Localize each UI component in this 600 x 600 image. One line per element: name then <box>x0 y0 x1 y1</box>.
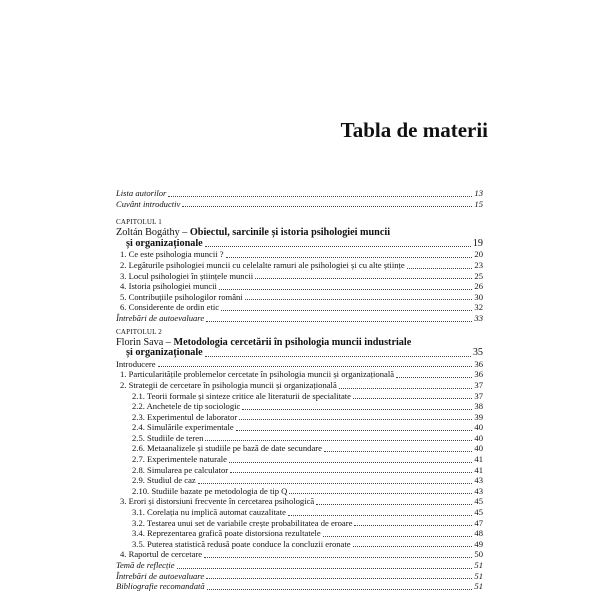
toc-entry-label: 2.2. Anchetele de tip sociologic <box>132 401 241 412</box>
toc-entry[interactable] <box>116 292 483 303</box>
toc-entry-page: 51 <box>474 560 483 570</box>
toc-entry-label: 2.6. Metaanalizele și studiile pe bază de date secundare <box>132 443 322 454</box>
toc-entry-page: 51 <box>474 581 483 592</box>
toc-entry[interactable] <box>116 199 483 210</box>
toc-entry[interactable] <box>116 249 483 260</box>
leader-dots <box>168 196 472 197</box>
toc-entry-page: 37 <box>474 379 483 390</box>
toc-entry-page: 23 <box>474 259 483 270</box>
toc-entry-label: 5. Contribuțiile psihologilor români <box>120 291 243 302</box>
toc-entry-page: 30 <box>474 291 483 302</box>
leader-dots <box>245 299 473 300</box>
toc-entry[interactable] <box>116 391 483 402</box>
toc-entry-page: 13 <box>474 188 483 198</box>
leader-dots <box>289 493 472 494</box>
table-of-contents <box>116 188 483 592</box>
toc-entry[interactable] <box>116 571 483 582</box>
leader-dots <box>407 268 473 269</box>
chapter-title-cont: și organizaționale <box>126 348 203 359</box>
toc-entry-label: 3.4. Reprezentarea grafică poate distorsiona rezultatele <box>132 528 321 539</box>
toc-entry-page: 51 <box>474 570 483 581</box>
toc-entry-label: 2.8. Simularea pe calculator <box>132 464 229 475</box>
toc-entry[interactable] <box>116 271 483 282</box>
leader-dots <box>204 557 472 558</box>
toc-entry-label: 3.1. Corelația nu implică automat cauzalitate <box>132 507 286 518</box>
toc-entry-label: 6. Considerente de ordin etic <box>120 302 220 313</box>
leader-dots <box>353 546 473 547</box>
toc-entry-page: 37 <box>474 390 483 401</box>
toc-entry[interactable] <box>116 443 483 454</box>
leader-dots <box>219 289 472 290</box>
toc-entry-page: 40 <box>474 443 483 454</box>
leader-dots <box>205 246 471 247</box>
leader-dots <box>396 377 472 378</box>
toc-entry-label: 1. Ce este psihologia muncii ? <box>120 249 224 260</box>
toc-entry-label: Bibliografie recomandată <box>116 581 205 592</box>
toc-entry-page: 38 <box>474 401 483 412</box>
toc-entry-label: Temă de reflecție <box>116 560 175 570</box>
leader-dots <box>230 472 472 473</box>
toc-entry-page: 40 <box>474 432 483 443</box>
chapter-author: Zoltán Bogáthy – <box>116 227 190 239</box>
toc-entry-page: 20 <box>474 249 483 260</box>
toc-entry[interactable] <box>116 549 483 560</box>
chapter-label: CAPITOLUL 1 <box>116 218 162 227</box>
toc-entry-page: 41 <box>474 464 483 475</box>
toc-entry-page: 43 <box>474 485 483 496</box>
toc-entry-label: Introducere <box>116 358 156 369</box>
toc-entry-page: 19 <box>472 237 483 249</box>
toc-entry-label: Lista autorilor <box>116 188 167 198</box>
toc-entry[interactable] <box>116 507 483 518</box>
toc-entry-label: 3.2. Testarea unui set de variabile crește probabilitatea de eroare <box>132 517 353 528</box>
toc-entry[interactable] <box>116 433 483 444</box>
toc-entry-label: 3.5. Puterea statistică redusă poate conduce la concluzii eronate <box>132 538 351 549</box>
leader-dots <box>288 515 472 516</box>
leader-dots <box>354 525 472 526</box>
toc-entry[interactable] <box>116 369 483 380</box>
chapter-label: CAPITOLUL 2 <box>116 327 162 336</box>
leader-dots <box>205 356 471 357</box>
toc-entry-label: Întrebări de autoevaluare <box>116 312 205 323</box>
leader-dots <box>229 462 472 463</box>
toc-entry-page: 50 <box>474 549 483 560</box>
toc-entry-label: 2.10. Studiile bazate pe metodologia de tip Q <box>132 485 288 496</box>
chapter-heading-line2[interactable] <box>116 348 483 359</box>
leader-dots <box>198 483 473 484</box>
toc-entry-page: 45 <box>474 507 483 518</box>
toc-entry-label: 2.3. Experimentul de laborator <box>132 411 238 422</box>
toc-entry-label: 2.5. Studiile de teren <box>132 432 204 443</box>
toc-entry-page: 35 <box>472 347 483 359</box>
leader-dots <box>242 409 472 410</box>
toc-entry[interactable] <box>116 528 483 539</box>
leader-dots <box>236 430 473 431</box>
toc-entry[interactable] <box>116 454 483 465</box>
toc-entry-page: 25 <box>474 270 483 281</box>
leader-dots <box>226 257 473 258</box>
chapter-title: Obiectul, sarcinile și istoria psihologiei muncii <box>189 227 391 239</box>
toc-entry-page: 47 <box>474 517 483 528</box>
toc-entry[interactable] <box>116 281 483 292</box>
toc-entry-label: 2. Strategii de cercetare în psihologia muncii și organizațională <box>120 379 337 390</box>
chapter-author: Florin Sava – <box>116 336 174 348</box>
leader-dots <box>177 568 473 569</box>
chapter-heading[interactable] <box>116 337 483 349</box>
toc-entry[interactable] <box>116 401 483 412</box>
leader-dots <box>324 451 472 452</box>
toc-entry[interactable] <box>116 260 483 271</box>
leader-dots <box>205 440 472 441</box>
toc-entry-page: 48 <box>474 528 483 539</box>
toc-entry[interactable] <box>116 359 483 370</box>
toc-entry-label: 1. Particularitățile problemelor cercetate în psihologia muncii și organizațională <box>120 369 395 380</box>
leader-dots <box>158 366 473 367</box>
toc-entry-label: 2.9. Studiul de caz <box>132 475 196 486</box>
toc-entry[interactable] <box>116 302 483 313</box>
chapter-heading-line2[interactable] <box>116 239 483 250</box>
toc-entry-page: 33 <box>474 312 483 323</box>
toc-entry-page: 15 <box>474 198 483 209</box>
toc-entry-page: 39 <box>474 411 483 422</box>
chapter-title-cont: și organizaționale <box>126 238 203 249</box>
leader-dots <box>206 321 472 322</box>
toc-entry-label: Cuvânt introductiv <box>116 198 181 209</box>
toc-entry[interactable] <box>116 581 483 592</box>
toc-entry-label: 4. Raportul de cercetare <box>120 549 203 560</box>
toc-entry[interactable] <box>116 518 483 529</box>
toc-entry[interactable] <box>116 475 483 486</box>
toc-entry[interactable] <box>116 486 483 497</box>
leader-dots <box>239 419 472 420</box>
leader-dots <box>221 310 472 311</box>
leader-dots <box>316 504 472 505</box>
leader-dots <box>182 206 472 207</box>
toc-entry-label: 3. Locul psihologiei în științele muncii <box>120 270 254 281</box>
toc-entry-page: 32 <box>474 302 483 313</box>
toc-entry-page: 45 <box>474 496 483 507</box>
chapter-title: Metodologia cercetării în psihologia muncii industriale <box>173 336 412 348</box>
toc-entry-label: 2.7. Experimentele naturale <box>132 454 227 465</box>
leader-dots <box>323 536 473 537</box>
toc-entry[interactable] <box>116 539 483 550</box>
leader-dots <box>339 388 473 389</box>
toc-entry-label: 4. Istoria psihologiei muncii <box>120 281 217 292</box>
page-title: Tabla de materii <box>340 118 488 142</box>
toc-entry[interactable] <box>116 188 483 199</box>
toc-entry-page: 26 <box>474 281 483 292</box>
toc-entry-page: 41 <box>474 454 483 465</box>
toc-entry-page: 40 <box>474 422 483 433</box>
toc-entry-label: 2.4. Simulările experimentale <box>132 422 234 433</box>
toc-entry-label: 3. Erori și distorsiuni frecvente în cercetarea psihologică <box>120 496 315 507</box>
toc-entry[interactable] <box>116 422 483 433</box>
leader-dots <box>206 578 472 579</box>
leader-dots <box>255 278 472 279</box>
toc-entry[interactable] <box>116 313 483 324</box>
toc-entry-label: 2. Legăturile psihologiei muncii cu celelalte ramuri ale psihologiei și cu alte științe <box>120 259 405 270</box>
toc-entry[interactable] <box>116 412 483 423</box>
toc-entry-page: 36 <box>474 358 483 369</box>
leader-dots <box>207 589 473 590</box>
toc-entry[interactable] <box>116 560 483 571</box>
toc-entry[interactable] <box>116 496 483 507</box>
toc-entry-page: 43 <box>474 475 483 486</box>
chapter-heading[interactable] <box>116 227 483 239</box>
leader-dots <box>353 398 472 399</box>
toc-entry[interactable] <box>116 380 483 391</box>
toc-entry[interactable] <box>116 465 483 476</box>
toc-entry-label: Întrebări de autoevaluare <box>116 570 205 581</box>
toc-entry-label: 2.1. Teorii formale și sinteze critice ale literaturii de specialitate <box>132 390 352 401</box>
toc-entry-page: 36 <box>474 369 483 380</box>
toc-entry-page: 49 <box>474 538 483 549</box>
